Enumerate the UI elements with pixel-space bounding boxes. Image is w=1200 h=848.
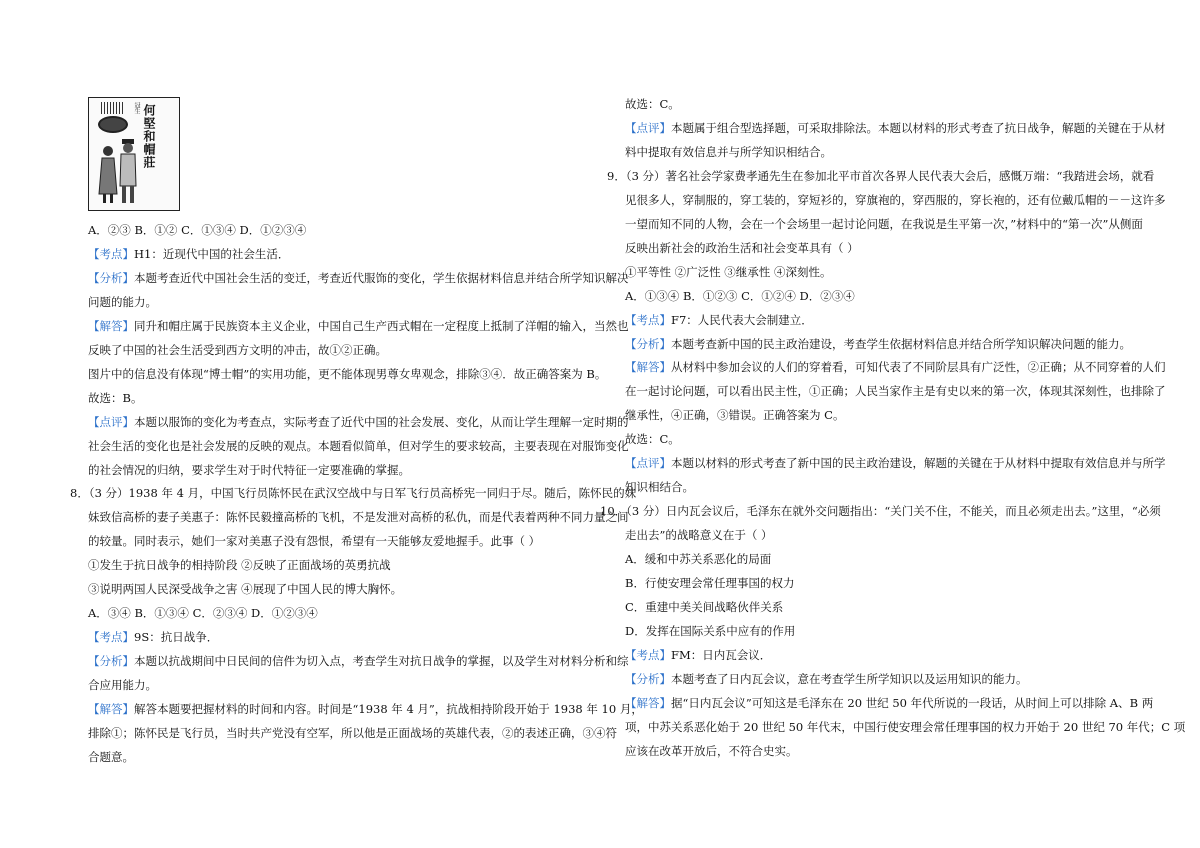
left-line (88, 222, 306, 238)
right-line (600, 503, 1161, 519)
section-tag: 【解答】 (625, 695, 671, 710)
left-line (88, 557, 391, 573)
line-text: 据“日内瓦会议”可知这是毛泽东在 20 世纪 50 年代所说的一段话，从时间上可以排除 A、B 两 (671, 695, 1154, 710)
line-text: 从材料中参加会议的人们的穿着看，可知代表了不同阶层具有广泛性，②正确；从不同穿着的人们 (671, 360, 1166, 375)
section-tag: 【点评】 (625, 120, 671, 135)
right-line (625, 647, 771, 663)
line-text: 问题的能力。 (88, 294, 157, 309)
line-text: H1：近现代中国的社会生活． (134, 246, 290, 261)
right-line (625, 671, 1028, 687)
right-line (625, 336, 1131, 352)
line-text: 图片中的信息没有体现“博士帽”的实用功能，更不能体现男尊女卑观念，排除③④．故正确答案为 B。 (88, 366, 607, 381)
man-figure (117, 138, 139, 204)
line-text: 合题意。 (88, 749, 134, 764)
line-text: 故选：B。 (88, 390, 143, 405)
line-text: 妹致信高桥的妻子美惠子：陈怀民毅撞高桥的飞机，不是发泄对高桥的私仇，而是代表着两种不同力量之间 (88, 510, 629, 525)
line-text: ①发生于抗日战争的相持阶段 ②反映了正面战场的英勇抗战 (88, 558, 391, 573)
section-tag: 【解答】 (88, 702, 134, 716)
right-line (625, 192, 1166, 208)
line-text: 合应用能力。 (88, 678, 157, 693)
line-text: 料中提取有效信息并与所学知识相结合。 (625, 144, 832, 159)
hat-shop-advertisement-image (88, 97, 180, 211)
ad-title-text: 何堅和帽莊 (142, 104, 156, 169)
line-text: 10．（3 分）日内瓦会议后，毛泽东在就外交问题指出：“关门关不住，不能关，而且必须走出去。”这里，“必须 (600, 504, 1161, 519)
line-text: C．重建中美关间战略伙伴关系 (625, 599, 784, 614)
line-text: 9．（3 分）著名社会学家费孝通先生在参加北平市首次各界人民代表大会后，感慨万端：“我踏进会场，就看 (607, 168, 1155, 183)
line-text: ①平等性 ②广泛性 ③继承性 ④深刻性。 (625, 264, 832, 279)
section-tag: 【考点】 (625, 312, 671, 327)
line-text: A．①③④ B．①②③ C．①②④ D．②③④ (625, 288, 855, 303)
line-text: A．②③ B．①② C．①③④ D．①②③④ (88, 223, 307, 237)
right-line (625, 96, 680, 112)
line-text: ③说明两国人民深受战争之害 ④展现了中国人民的博大胸怀。 (88, 582, 403, 597)
section-tag: 【考点】 (88, 246, 134, 261)
right-line (625, 383, 1166, 399)
right-line (625, 288, 855, 304)
line-text: 同升和帽庄属于民族资本主义企业，中国自己生产西式帽在一定程度上抵制了洋帽的输入，当然也 (134, 318, 629, 333)
section-tag: 【考点】 (88, 630, 134, 645)
right-line (625, 551, 771, 567)
left-line (88, 605, 318, 621)
line-text: 故选：C。 (625, 97, 680, 111)
line-text: FM：日内瓦会议． (671, 647, 772, 662)
section-tag: 【分析】 (88, 270, 134, 285)
left-line (88, 318, 629, 334)
left-line (88, 342, 387, 358)
section-tag: 【点评】 (625, 456, 671, 471)
line-text: 反映出新社会的政治生活和社会变革具有（ ） (625, 240, 859, 255)
line-text: 走出去”的战略意义在于（ ） (625, 528, 773, 543)
line-text: 本题考查新中国的民主政治建设，考查学生依据材料信息并结合所学知识解决问题的能力。 (671, 336, 1131, 351)
right-line (625, 527, 773, 543)
right-line (625, 719, 1185, 735)
left-line (88, 629, 218, 645)
right-line (625, 144, 832, 160)
right-line (625, 312, 813, 328)
line-text: 在一起讨论问题，可以看出民主性，①正确；人民当家作主是有史以来的第一次，体现其深刻性，也排除了 (625, 384, 1166, 399)
left-line (88, 462, 410, 478)
section-tag: 【解答】 (625, 360, 671, 375)
right-line (625, 455, 1166, 471)
line-text: F7：人民代表大会制建立． (671, 312, 813, 327)
section-tag: 【分析】 (625, 671, 671, 686)
line-text: 本题属于组合型选择题，可采取排除法。本题以材料的形式考查了抗日战争，解题的关键在于从材 (671, 120, 1166, 135)
right-line (625, 479, 694, 495)
right-line (625, 575, 794, 591)
line-text: 本题考查近代中国社会生活的变迁，考查近代服饰的变化，学生依据材料信息并结合所学知识解决 (134, 270, 629, 285)
line-text: 的社会情况的归纳，要求学生对于时代特征一定要准确的掌握。 (88, 462, 410, 477)
ad-hat-emblem (98, 116, 128, 133)
left-line (88, 414, 629, 430)
line-text: 本题以材料的形式考查了新中国的民主政治建设，解题的关键在于从材料中提取有效信息并与所学 (671, 456, 1166, 471)
left-line (88, 749, 134, 765)
line-text: 继承性，④正确，③错误。正确答案为 C。 (625, 408, 845, 423)
ad-brand-text: 冠生 (133, 102, 140, 114)
left-line (88, 581, 402, 597)
line-text: 应该在改革开放后，不符合史实。 (625, 743, 798, 758)
line-text: 9S：抗日战争． (134, 630, 219, 645)
left-line (88, 270, 629, 286)
line-text: 本题考查了日内瓦会议，意在考查学生所学知识以及运用知识的能力。 (671, 671, 1028, 686)
right-line (625, 120, 1166, 136)
line-text: 8．（3 分）1938 年 4 月，中国飞行员陈怀民在武汉空战中与日军飞行员高桥宪一同归于尽。随后，陈怀民的妹 (70, 486, 637, 501)
left-line (88, 653, 629, 669)
section-tag: 【分析】 (88, 654, 134, 669)
right-line (625, 431, 680, 447)
line-text: 解答本题要把握材料的时间和内容。时间是“1938 年 4 月”，抗战相持阶段开始于 1938 年 10 月， (134, 702, 643, 716)
left-line (70, 485, 636, 501)
left-line (88, 725, 617, 741)
left-line (88, 509, 629, 525)
line-text: B．行使安理会常任理事国的权力 (625, 576, 795, 590)
section-tag: 【分析】 (625, 336, 671, 351)
line-text: A．缓和中苏关系恶化的局面 (625, 552, 772, 567)
right-line (625, 264, 831, 280)
right-line (625, 240, 859, 256)
left-line (88, 294, 157, 310)
line-text: 本题以抗战期间中日民间的信件为切入点，考查学生对抗日战争的掌握，以及学生对材料分析和综 (134, 654, 629, 669)
line-text: 本题以服饰的变化为考查点，实际考查了近代中国的社会发展、变化，从而让学生理解一定时期的 (134, 414, 629, 429)
section-tag: 【点评】 (88, 414, 134, 429)
line-text: 的较量。同时表示，她们一家对美惠子没有怨恨，希望有一天能够友爱地握手。此事（ ） (88, 534, 541, 549)
line-text: 一望而知不同的人物，会在一个会场里一起讨论问题，在我说是生平第一次，”材料中的“第一次”从侧面 (625, 216, 1143, 231)
line-text: 知识相结合。 (625, 480, 694, 495)
left-line (88, 677, 157, 693)
left-line (88, 246, 289, 262)
line-text: 反映了中国的社会生活受到西方文明的冲击，故①②正确。 (88, 342, 387, 357)
section-tag: 【解答】 (88, 318, 134, 333)
right-line (625, 359, 1166, 375)
line-text: 项，中苏关系恶化始于 20 世纪 50 年代末，中国行使安理会常任理事国的权力开始于 20 世纪 70 年代；C 项 (625, 719, 1186, 734)
line-text: 故选：C。 (625, 432, 680, 447)
right-line (625, 407, 844, 423)
left-line (88, 366, 606, 382)
left-line (88, 533, 540, 549)
right-line (625, 216, 1143, 232)
line-text: 见很多人，穿制服的，穿工装的，穿短衫的，穿旗袍的，穿西服的，穿长袍的，还有位戴瓜帽的－－这许多 (625, 192, 1166, 207)
right-line (625, 695, 1153, 711)
left-line (88, 701, 643, 717)
woman-figure (97, 144, 119, 204)
left-line (88, 438, 629, 454)
right-line (625, 743, 798, 759)
section-tag: 【考点】 (625, 647, 671, 662)
left-line (88, 390, 142, 406)
line-text: 排除①；陈怀民是飞行员，当时共产党没有空军，所以他是正面战场的英雄代表，②的表述正确，③④符 (88, 725, 617, 740)
right-line (625, 623, 795, 639)
line-text: D．发挥在国际关系中应有的作用 (625, 623, 796, 638)
line-text: 社会生活的变化也是社会发展的反映的观点。本题看似简单，但对学生的要求较高，主要表现在对服饰变化 (88, 438, 629, 453)
right-line (625, 599, 783, 615)
right-line (607, 168, 1154, 184)
line-text: A．③④ B．①③④ C．②③④ D．①②③④ (88, 606, 318, 621)
ad-small-text (101, 102, 123, 114)
